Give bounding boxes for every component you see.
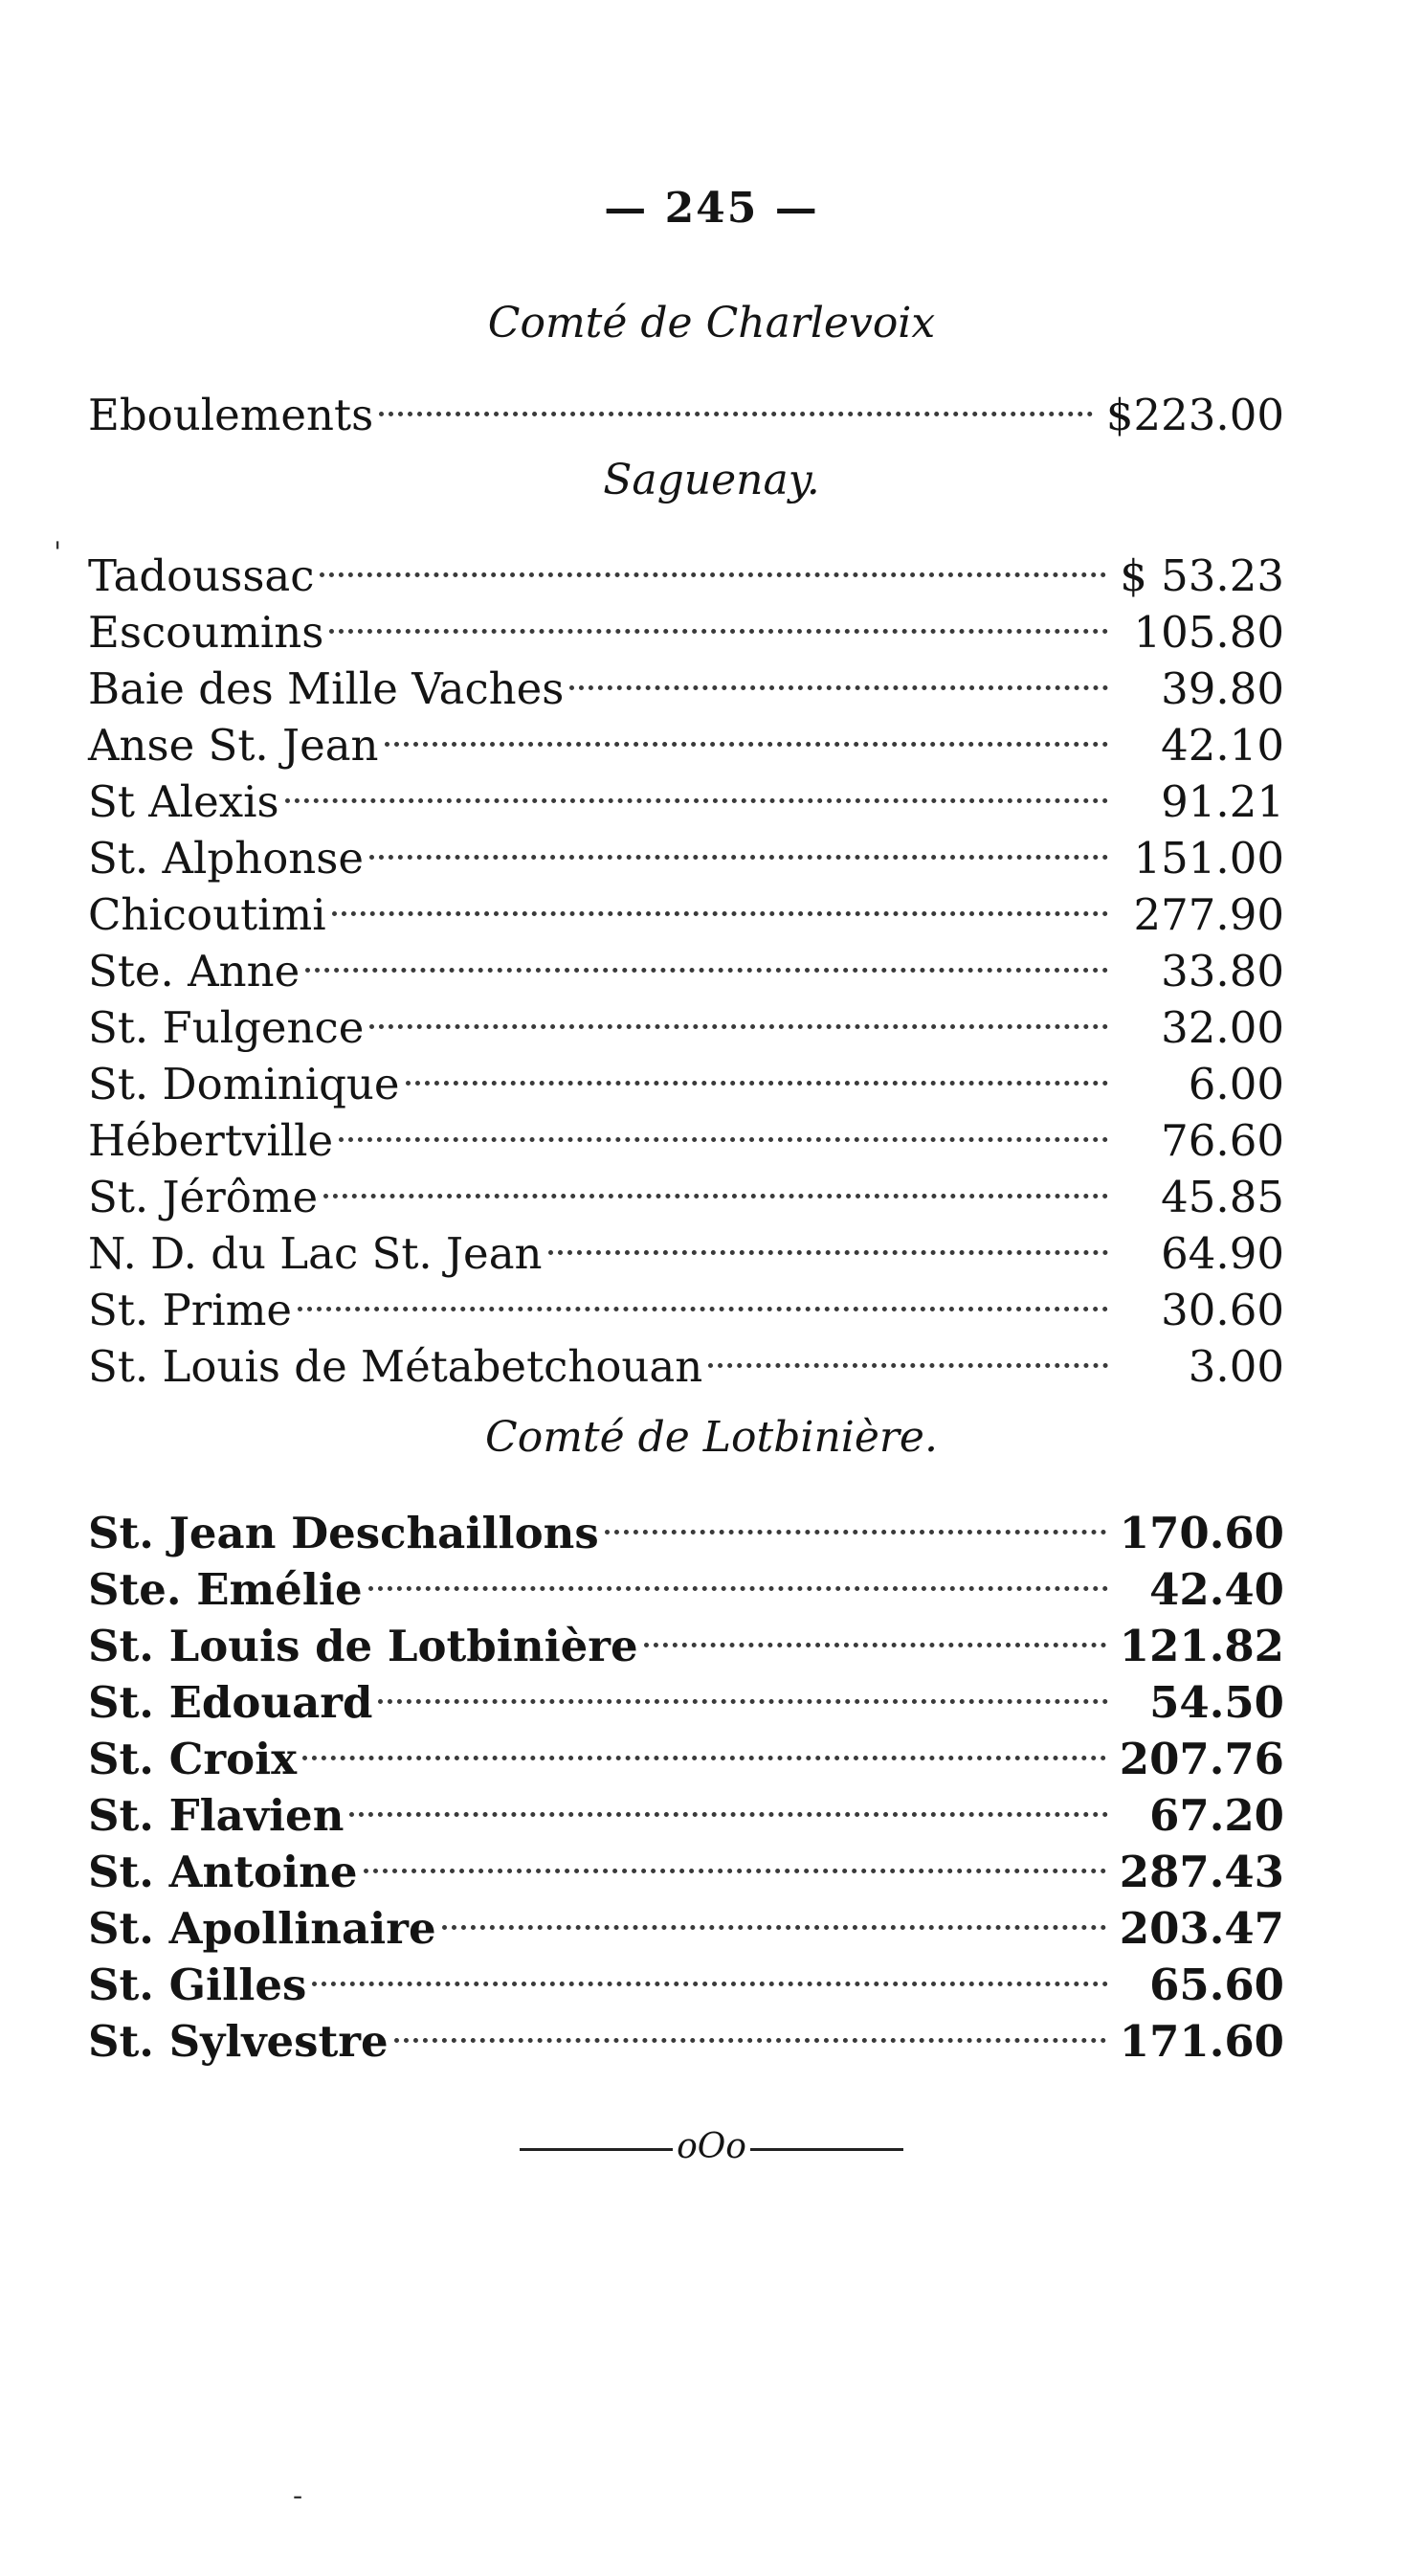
parish-name: St. Prime <box>88 1285 293 1335</box>
dot-leader <box>379 373 1093 430</box>
parish-amount: 65.60 <box>1149 1960 1284 2010</box>
parish-name: Hébertville <box>88 1115 334 1166</box>
dot-leader <box>339 1099 1108 1155</box>
dot-leader <box>708 1325 1108 1381</box>
parish-name: St. Croix <box>88 1734 298 1784</box>
parish-amount: 121.82 <box>1119 1621 1284 1671</box>
parish-amount: $ 53.23 <box>1120 550 1284 601</box>
parish-name: St. Edouard <box>88 1677 373 1728</box>
parish-amount: 45.85 <box>1161 1172 1284 1222</box>
parish-name: Ste. Anne <box>88 946 300 997</box>
parish-name: Anse St. Jean <box>88 720 379 771</box>
dot-leader <box>644 1604 1106 1661</box>
dot-leader <box>320 534 1106 591</box>
parish-amount: 33.80 <box>1161 946 1284 997</box>
dot-leader <box>349 1774 1108 1830</box>
parish-name: St. Jérôme <box>88 1172 319 1222</box>
dot-leader <box>302 1717 1106 1774</box>
parish-name: Eboulements <box>88 390 374 440</box>
section-heading-charlevoix: Comté de Charlevoix <box>487 299 936 347</box>
parish-amount: 151.00 <box>1133 833 1284 884</box>
parish-amount: 32.00 <box>1161 1002 1284 1053</box>
parish-name: Tadoussac <box>88 550 315 601</box>
dot-leader <box>548 1212 1109 1268</box>
dot-leader <box>312 1943 1108 2000</box>
parish-name: N. D. du Lac St. Jean <box>88 1228 543 1279</box>
parish-amount: 42.10 <box>1161 720 1284 771</box>
dot-leader <box>364 1830 1106 1887</box>
dot-leader <box>298 1268 1108 1325</box>
parish-amount: 54.50 <box>1149 1677 1284 1728</box>
parish-name: St. Dominique <box>88 1059 400 1109</box>
end-ornament <box>0 2127 1423 2166</box>
dot-leader <box>368 1548 1108 1604</box>
dot-leader <box>394 2000 1106 2056</box>
dot-leader <box>369 986 1108 1042</box>
parish-amount: 171.60 <box>1119 2016 1284 2067</box>
dot-leader <box>323 1155 1108 1212</box>
dot-leader <box>329 591 1108 647</box>
parish-name: St. Flavien <box>88 1790 345 1841</box>
parish-amount: 203.47 <box>1119 1903 1284 1954</box>
parish-amount: 91.21 <box>1161 776 1284 827</box>
parish-amount: 76.60 <box>1161 1115 1284 1166</box>
section-rows-saguenay <box>88 534 1284 1392</box>
parish-amount: 3.00 <box>1188 1341 1284 1392</box>
parish-name: St. Gilles <box>88 1960 307 2010</box>
parish-amount: 287.43 <box>1119 1847 1284 1897</box>
parish-amount: 207.76 <box>1119 1734 1284 1784</box>
list-item <box>88 373 1284 440</box>
margin-mark: ' <box>54 536 62 570</box>
parish-name: Ste. Emélie <box>88 1564 363 1615</box>
parish-name: St. Jean Deschaillons <box>88 1508 599 1558</box>
parish-name: St. Louis de Lotbinière <box>88 1621 638 1671</box>
parish-amount: 67.20 <box>1149 1790 1284 1841</box>
ornament-rule-right <box>750 2148 903 2151</box>
dot-leader <box>442 1887 1106 1943</box>
dot-leader <box>332 873 1108 930</box>
parish-name: St. Louis de Métabetchouan <box>88 1341 703 1392</box>
parish-name: Baie des Mille Vaches <box>88 663 565 714</box>
dot-leader <box>385 704 1108 760</box>
parish-name: Escoumins <box>88 607 324 658</box>
list-item <box>88 1491 1284 1558</box>
section-heading-lotbiniere: Comté de Lotbinière. <box>485 1413 938 1462</box>
dot-leader <box>406 1042 1108 1099</box>
parish-name: St. Fulgence <box>88 1002 365 1053</box>
parish-name: St. Alphonse <box>88 833 364 884</box>
parish-amount: 64.90 <box>1161 1228 1284 1279</box>
dot-leader <box>605 1491 1106 1548</box>
parish-name: Chicoutimi <box>88 889 326 940</box>
section-rows-charlevoix <box>88 373 1284 440</box>
parish-amount: $223.00 <box>1105 390 1284 440</box>
dot-leader <box>285 760 1108 817</box>
parish-amount: 105.80 <box>1133 607 1284 658</box>
ornament-rule-left <box>520 2148 673 2151</box>
dot-leader <box>378 1661 1108 1717</box>
list-item <box>88 534 1284 601</box>
parish-amount: 42.40 <box>1149 1564 1284 1615</box>
parish-amount: 30.60 <box>1161 1285 1284 1335</box>
parish-name: St. Apollinaire <box>88 1903 436 1954</box>
parish-amount: 39.80 <box>1161 663 1284 714</box>
dot-leader <box>305 930 1108 986</box>
parish-amount: 277.90 <box>1133 889 1284 940</box>
dot-leader <box>569 647 1108 704</box>
parish-name: St. Antoine <box>88 1847 358 1897</box>
margin-mark: - <box>293 2479 303 2513</box>
page-number: — 245 — <box>604 184 819 233</box>
dot-leader <box>369 817 1108 873</box>
section-heading-saguenay: Saguenay. <box>603 456 820 504</box>
section-rows-lotbiniere <box>88 1491 1284 2067</box>
ornament-text: oOo <box>677 2127 746 2166</box>
parish-amount: 170.60 <box>1119 1508 1284 1558</box>
parish-amount: 6.00 <box>1188 1059 1284 1109</box>
parish-name: St. Sylvestre <box>88 2016 389 2067</box>
parish-name: St Alexis <box>88 776 279 827</box>
